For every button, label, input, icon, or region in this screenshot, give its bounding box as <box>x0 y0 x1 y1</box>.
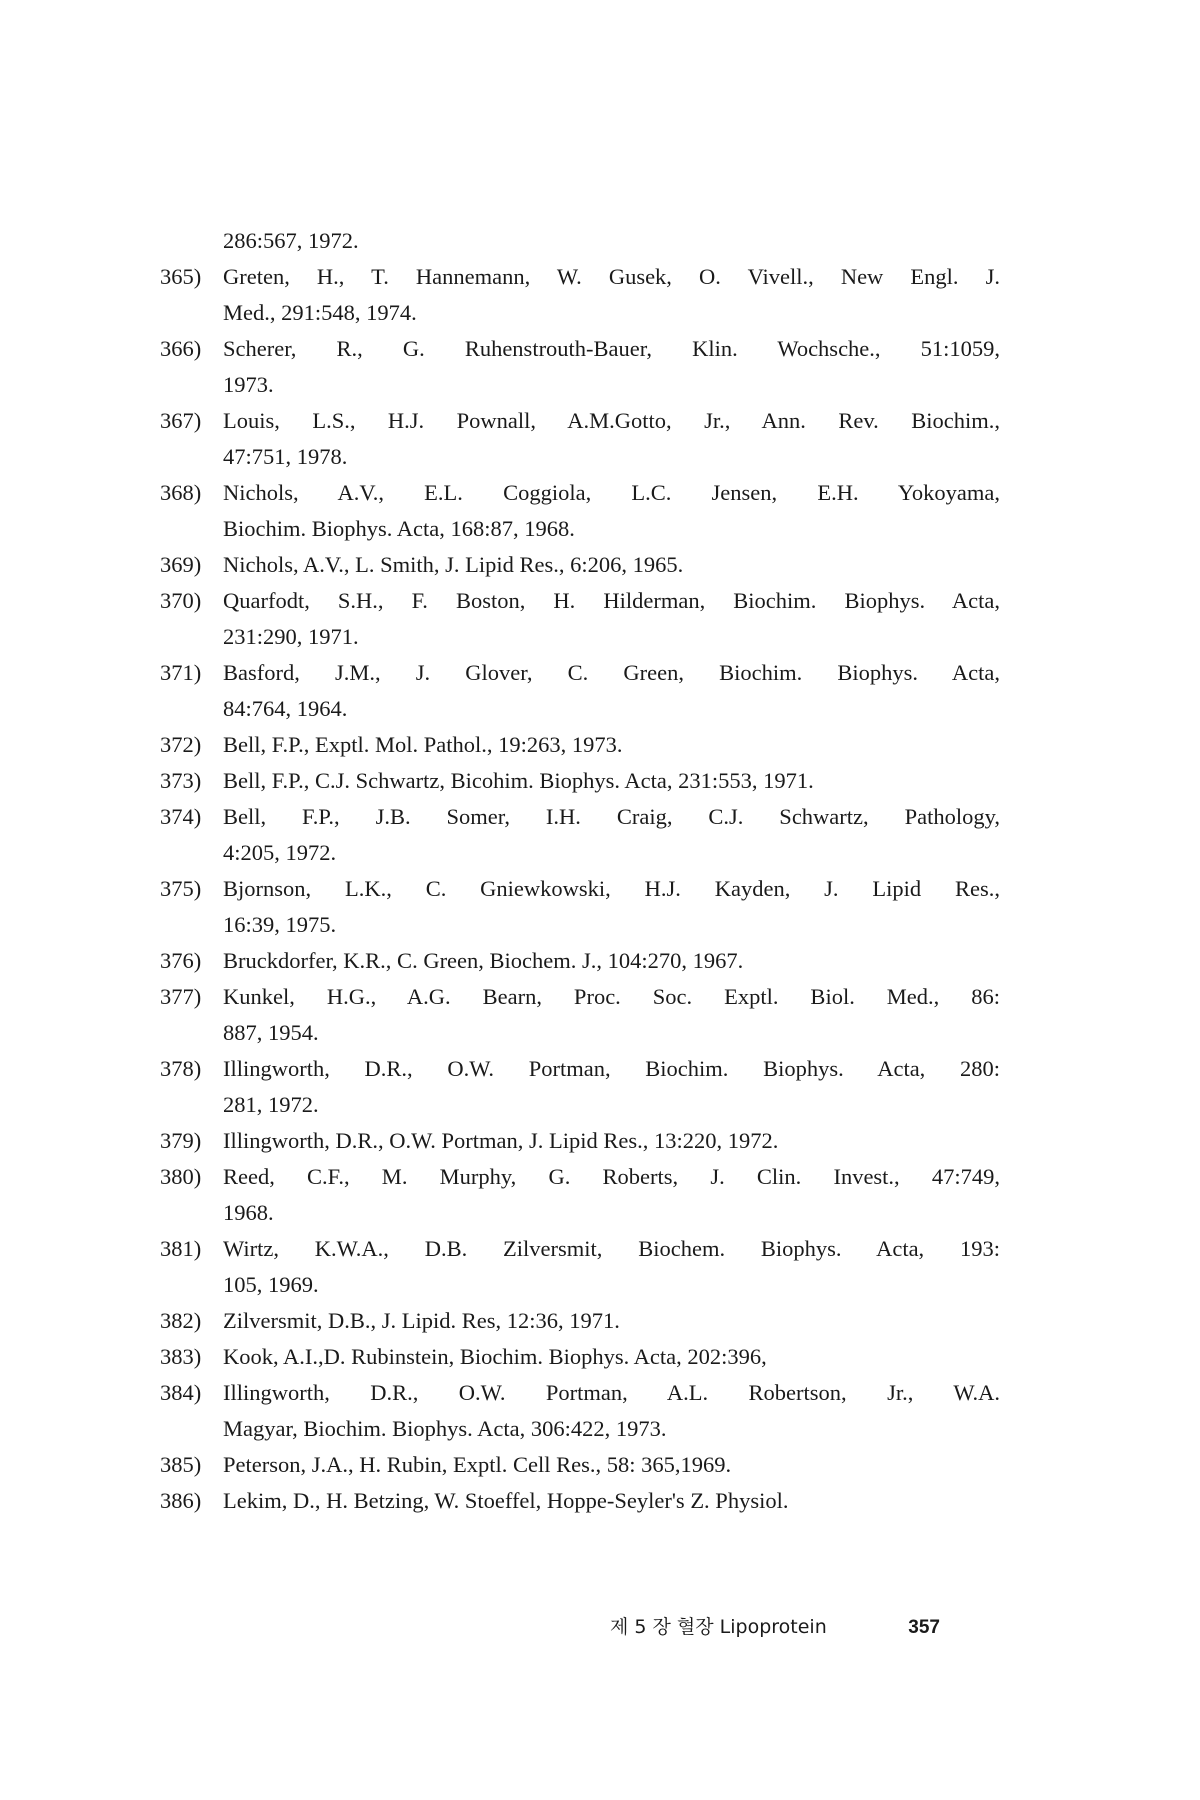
reference-number: 373) <box>160 768 202 793</box>
reference-entry <box>160 943 1000 979</box>
reference-number: 369) <box>160 552 202 577</box>
reference-text: Med., 291:548, 1974. <box>223 300 417 325</box>
reference-text: Kook, A.I.,D. Rubinstein, Biochim. Biophys. Acta, 202:396, <box>223 1344 767 1369</box>
reference-number: 382) <box>160 1308 202 1333</box>
reference-number: 372) <box>160 732 202 757</box>
reference-continuation <box>160 1411 1000 1447</box>
reference-text: 887, 1954. <box>223 1020 319 1045</box>
reference-text: Scherer, R., G. Ruhenstrouth-Bauer, Klin. Wochsche., 51:1059, <box>223 336 1000 361</box>
reference-number: 378) <box>160 1056 202 1081</box>
reference-text: Greten, H., T. Hannemann, W. Gusek, O. Vivell., New Engl. J. <box>223 264 1000 289</box>
reference-number: 384) <box>160 1380 202 1405</box>
reference-text: Bruckdorfer, K.R., C. Green, Biochem. J., 104:270, 1967. <box>223 948 744 973</box>
reference-number: 368) <box>160 480 202 505</box>
reference-continuation <box>160 439 1000 475</box>
reference-text: Illingworth, D.R., O.W. Portman, A.L. Robertson, Jr., W.A. <box>223 1380 1000 1405</box>
reference-entry <box>160 1231 1000 1267</box>
reference-entry <box>160 331 1000 367</box>
reference-continuation <box>160 907 1000 943</box>
reference-continuation <box>160 295 1000 331</box>
reference-number: 380) <box>160 1164 202 1189</box>
reference-text: Zilversmit, D.B., J. Lipid. Res, 12:36, 1971. <box>223 1308 620 1333</box>
reference-text: Nichols, A.V., E.L. Coggiola, L.C. Jensen, E.H. Yokoyama, <box>223 480 1000 505</box>
reference-entry <box>160 655 1000 691</box>
reference-text: 281, 1972. <box>223 1092 319 1117</box>
reference-entry <box>160 1159 1000 1195</box>
reference-number: 366) <box>160 336 202 361</box>
reference-text: Biochim. Biophys. Acta, 168:87, 1968. <box>223 516 575 541</box>
chapter-title: 제 5 장 혈장 Lipoprotein <box>610 1616 827 1638</box>
reference-number <box>160 223 223 259</box>
reference-continuation <box>160 1087 1000 1123</box>
reference-text: Reed, C.F., M. Murphy, G. Roberts, J. Clin. Invest., 47:749, <box>223 1164 1000 1189</box>
reference-entry <box>160 259 1000 295</box>
reference-text: 286:567, 1972. <box>223 228 359 253</box>
reference-entry <box>160 475 1000 511</box>
reference-entry <box>160 1483 1000 1519</box>
reference-number: 370) <box>160 588 202 613</box>
reference-text: Kunkel, H.G., A.G. Bearn, Proc. Soc. Exptl. Biol. Med., 86: <box>223 984 1000 1009</box>
reference-text: Quarfodt, S.H., F. Boston, H. Hilderman, Biochim. Biophys. Acta, <box>223 588 1000 613</box>
reference-text: Peterson, J.A., H. Rubin, Exptl. Cell Res., 58: 365,1969. <box>223 1452 732 1477</box>
reference-text: Wirtz, K.W.A., D.B. Zilversmit, Biochem. Biophys. Acta, 193: <box>223 1236 1000 1261</box>
reference-continuation <box>160 835 1000 871</box>
reference-text: Bell, F.P., Exptl. Mol. Pathol., 19:263, 1973. <box>223 732 623 757</box>
reference-entry <box>160 1303 1000 1339</box>
reference-text: Magyar, Biochim. Biophys. Acta, 306:422, 1973. <box>223 1416 667 1441</box>
reference-number: 365) <box>160 264 202 289</box>
page-footer <box>610 1612 940 1639</box>
reference-number: 375) <box>160 876 202 901</box>
reference-continuation <box>160 1195 1000 1231</box>
reference-number: 385) <box>160 1452 202 1477</box>
reference-list <box>160 223 1000 1519</box>
reference-entry <box>160 1123 1000 1159</box>
reference-entry <box>160 1339 1000 1375</box>
reference-text: Bell, F.P., J.B. Somer, I.H. Craig, C.J. Schwartz, Pathology, <box>223 804 1000 829</box>
reference-number: 367) <box>160 408 202 433</box>
reference-entry <box>160 727 1000 763</box>
reference-text: Louis, L.S., H.J. Pownall, A.M.Gotto, Jr., Ann. Rev. Biochim., <box>223 408 1000 433</box>
reference-number: 381) <box>160 1236 202 1261</box>
reference-number: 383) <box>160 1344 202 1369</box>
reference-number: 379) <box>160 1128 202 1153</box>
reference-entry <box>160 1051 1000 1087</box>
reference-text: 84:764, 1964. <box>223 696 348 721</box>
reference-entry <box>160 763 1000 799</box>
reference-text: 1968. <box>223 1200 274 1225</box>
reference-continuation <box>160 367 1000 403</box>
reference-continuation <box>160 691 1000 727</box>
reference-number: 376) <box>160 948 202 973</box>
reference-entry <box>160 871 1000 907</box>
reference-text: 1973. <box>223 372 274 397</box>
reference-text: 16:39, 1975. <box>223 912 337 937</box>
reference-text: Illingworth, D.R., O.W. Portman, Biochim. Biophys. Acta, 280: <box>223 1056 1000 1081</box>
reference-text: Bjornson, L.K., C. Gniewkowski, H.J. Kayden, J. Lipid Res., <box>223 876 1000 901</box>
reference-entry <box>160 547 1000 583</box>
reference-entry <box>160 979 1000 1015</box>
reference-entry <box>160 799 1000 835</box>
page-number: 357 <box>908 1617 940 1638</box>
reference-number: 371) <box>160 660 202 685</box>
reference-number: 374) <box>160 804 202 829</box>
reference-continuation <box>160 511 1000 547</box>
reference-text: 105, 1969. <box>223 1272 319 1297</box>
reference-text: 4:205, 1972. <box>223 840 337 865</box>
reference-entry <box>160 583 1000 619</box>
reference-continuation <box>160 1267 1000 1303</box>
reference-text: 47:751, 1978. <box>223 444 348 469</box>
reference-number: 386) <box>160 1488 202 1513</box>
reference-text: Nichols, A.V., L. Smith, J. Lipid Res., 6:206, 1965. <box>223 552 684 577</box>
reference-number: 377) <box>160 984 202 1009</box>
reference-entry <box>160 223 1000 259</box>
reference-entry <box>160 1447 1000 1483</box>
reference-continuation <box>160 619 1000 655</box>
reference-continuation <box>160 1015 1000 1051</box>
reference-text: Bell, F.P., C.J. Schwartz, Bicohim. Biophys. Acta, 231:553, 1971. <box>223 768 814 793</box>
reference-entry <box>160 1375 1000 1411</box>
reference-entry <box>160 403 1000 439</box>
reference-text: Illingworth, D.R., O.W. Portman, J. Lipid Res., 13:220, 1972. <box>223 1128 779 1153</box>
reference-text: Basford, J.M., J. Glover, C. Green, Biochim. Biophys. Acta, <box>223 660 1000 685</box>
reference-text: 231:290, 1971. <box>223 624 359 649</box>
reference-text: Lekim, D., H. Betzing, W. Stoeffel, Hoppe-Seyler's Z. Physiol. <box>223 1488 789 1513</box>
